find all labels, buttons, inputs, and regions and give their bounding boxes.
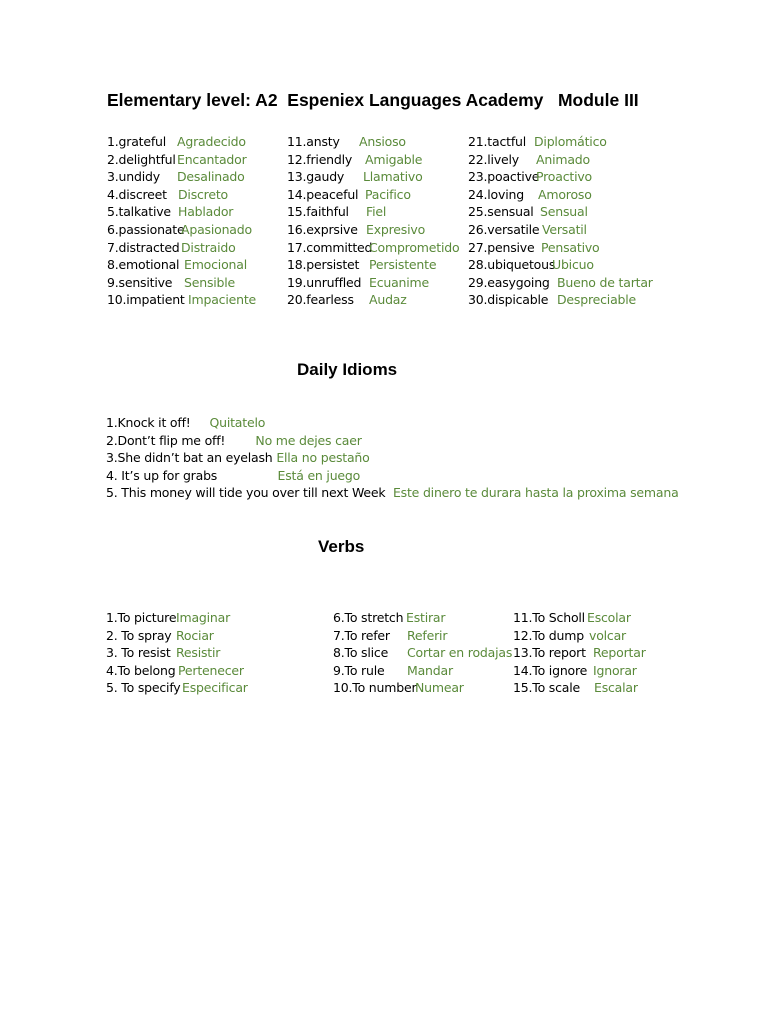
english-word: 30.dispicable <box>468 292 549 308</box>
spanish-translation: Impaciente <box>188 292 257 308</box>
list-item <box>287 256 467 274</box>
spanish-translation: Diplomático <box>534 134 607 149</box>
spanish-translation: Proactivo <box>536 169 592 185</box>
idiom-item <box>106 414 706 432</box>
idioms-heading: Daily Idioms <box>297 360 398 379</box>
english-word: 6.passionate <box>107 221 185 237</box>
list-item <box>468 274 668 292</box>
list-item <box>333 609 513 627</box>
list-item <box>513 609 673 627</box>
spanish-translation: Distraido <box>181 239 236 255</box>
list-item <box>107 256 277 274</box>
spanish-translation: Desalinado <box>177 169 245 185</box>
idiom-english: 4. It’s up for grabs <box>106 467 218 483</box>
english-word: 2.delightful <box>107 151 176 167</box>
spanish-translation: Discreto <box>178 186 228 202</box>
english-word: 11.ansty <box>287 134 340 149</box>
spanish-translation: Estirar <box>406 610 446 625</box>
list-item <box>333 644 513 662</box>
english-word: 13.gaudy <box>287 169 345 185</box>
english-word: 1.To picture <box>106 610 177 625</box>
list-item <box>287 274 467 292</box>
spanish-translation: Despreciable <box>557 292 637 308</box>
english-word: 23.poactive <box>468 169 540 185</box>
spanish-translation: Ecuanime <box>369 274 430 290</box>
english-word: 8.emotional <box>107 257 180 273</box>
english-word: 12.friendly <box>287 151 353 167</box>
list-item <box>468 221 668 239</box>
spanish-translation: Reportar <box>593 645 646 661</box>
idiom-spanish: Este dinero te durara hasta la proxima semana <box>392 485 679 501</box>
english-word: 19.unruffled <box>287 274 362 290</box>
spanish-translation: Agradecido <box>177 134 246 149</box>
spanish-translation: Llamativo <box>363 169 423 185</box>
list-item <box>287 133 467 151</box>
spanish-translation: Imaginar <box>176 610 231 625</box>
list-item <box>513 627 673 645</box>
spanish-translation: volcar <box>589 627 626 643</box>
english-word: 6.To stretch <box>333 610 404 625</box>
idioms-list <box>106 414 706 502</box>
english-word: 4.To belong <box>106 662 176 678</box>
page-title: Elementary level: A2 Espeniex Languages Academy Module III <box>107 90 639 110</box>
spanish-translation: Fiel <box>366 204 387 220</box>
list-item <box>107 221 277 239</box>
english-word: 7.To refer <box>333 627 390 643</box>
english-word: 5.talkative <box>107 204 171 220</box>
spanish-translation: Cortar en rodajas <box>407 645 513 661</box>
english-word: 28.ubiquetous <box>468 257 556 273</box>
english-word: 29.easygoing <box>468 274 550 290</box>
idiom-item <box>106 484 706 502</box>
spanish-translation: Expresivo <box>366 221 426 237</box>
list-item <box>287 291 467 309</box>
list-item <box>333 662 513 680</box>
list-item <box>107 203 277 221</box>
list-item <box>468 151 668 169</box>
list-item <box>107 186 277 204</box>
idiom-item <box>106 432 706 450</box>
spanish-translation: Versatil <box>542 221 587 237</box>
idiom-item <box>106 449 706 467</box>
idiom-english: 2.Dont’t flip me off! <box>106 432 226 448</box>
english-word: 8.To slice <box>333 645 389 661</box>
list-item <box>106 679 306 697</box>
list-item <box>513 679 673 697</box>
english-word: 27.pensive <box>468 239 535 255</box>
list-item <box>333 627 513 645</box>
idiom-spanish: Está en juego <box>277 467 361 483</box>
spanish-translation: Animado <box>536 151 590 167</box>
english-word: 17.committed <box>287 239 373 255</box>
list-item <box>468 203 668 221</box>
spanish-translation: Resistir <box>176 645 221 661</box>
english-word: 11.To Scholl <box>513 610 585 625</box>
list-item <box>287 168 467 186</box>
list-item <box>106 609 306 627</box>
list-item <box>468 168 668 186</box>
list-item <box>468 133 668 151</box>
spanish-translation: Numear <box>415 680 464 696</box>
list-item <box>468 256 668 274</box>
vocabulary-column-2 <box>287 133 467 309</box>
spanish-translation: Comprometido <box>369 239 460 255</box>
english-word: 10.impatient <box>107 292 185 308</box>
english-word: 13.To report <box>513 645 586 661</box>
list-item <box>287 151 467 169</box>
idiom-item <box>106 467 706 485</box>
spanish-translation: Escalar <box>594 680 638 696</box>
list-item <box>287 186 467 204</box>
verbs-column-3 <box>513 609 673 697</box>
english-word: 21.tactful <box>468 134 527 149</box>
list-item <box>107 274 277 292</box>
english-word: 1.grateful <box>107 134 167 149</box>
list-item <box>468 186 668 204</box>
idiom-spanish: No me dejes caer <box>255 432 362 448</box>
vocabulary-column-1 <box>107 133 277 309</box>
spacer <box>385 485 393 500</box>
list-item <box>287 239 467 257</box>
spanish-translation: Mandar <box>407 662 453 678</box>
english-word: 12.To dump <box>513 627 584 643</box>
spanish-translation: Rociar <box>176 627 214 643</box>
spanish-translation: Audaz <box>369 292 407 308</box>
english-word: 18.persistet <box>287 257 360 273</box>
idiom-spanish: Ella no pestaño <box>276 450 370 466</box>
english-word: 25.sensual <box>468 204 534 220</box>
spanish-translation: Emocional <box>184 257 247 273</box>
english-word: 5. To specify <box>106 680 181 696</box>
english-word: 20.fearless <box>287 292 354 308</box>
spanish-translation: Sensual <box>540 204 588 220</box>
list-item <box>107 133 277 151</box>
spanish-translation: Bueno de tartar <box>557 274 653 290</box>
english-word: 7.distracted <box>107 239 180 255</box>
english-word: 15.faithful <box>287 204 349 220</box>
spanish-translation: Pertenecer <box>178 662 244 678</box>
list-item <box>107 168 277 186</box>
spanish-translation: Ignorar <box>593 662 637 678</box>
spanish-translation: Ansioso <box>359 134 406 149</box>
spanish-translation: Especificar <box>182 680 248 696</box>
english-word: 14.peaceful <box>287 186 359 202</box>
spanish-translation: Amoroso <box>538 186 592 202</box>
english-word: 22.lively <box>468 151 519 167</box>
list-item <box>107 151 277 169</box>
idiom-english: 5. This money will tide you over till next Week <box>106 485 386 501</box>
list-item <box>106 644 306 662</box>
list-item <box>106 662 306 680</box>
english-word: 4.discreet <box>107 186 167 202</box>
english-word: 24.loving <box>468 186 524 202</box>
list-item <box>107 291 277 309</box>
idiom-english: 1.Knock it off! <box>106 415 191 430</box>
list-item <box>107 239 277 257</box>
spacer <box>191 415 210 430</box>
spanish-translation: Pacifico <box>365 186 411 202</box>
list-item <box>106 627 306 645</box>
list-item <box>468 291 668 309</box>
spanish-translation: Encantador <box>177 151 247 167</box>
vocabulary-column-3 <box>468 133 668 309</box>
english-word: 3.undidy <box>107 169 160 185</box>
list-item <box>468 239 668 257</box>
spanish-translation: Referir <box>407 627 448 643</box>
spacer <box>217 468 277 483</box>
list-item <box>333 679 513 697</box>
english-word: 16.exprsive <box>287 221 358 237</box>
spanish-translation: Ubicuo <box>552 257 594 273</box>
spanish-translation: Amigable <box>365 151 423 167</box>
english-word: 15.To scale <box>513 680 581 696</box>
spanish-translation: Persistente <box>369 257 437 273</box>
english-word: 9.sensitive <box>107 274 173 290</box>
verbs-heading: Verbs <box>318 537 365 556</box>
spanish-translation: Escolar <box>587 610 631 625</box>
english-word: 9.To rule <box>333 662 385 678</box>
spanish-translation: Pensativo <box>541 239 600 255</box>
spacer <box>225 433 255 448</box>
list-item <box>287 203 467 221</box>
english-word: 26.versatile <box>468 221 540 237</box>
english-word: 2. To spray <box>106 627 172 643</box>
list-item <box>513 662 673 680</box>
verbs-column-2 <box>333 609 513 697</box>
verbs-column-1 <box>106 609 306 697</box>
spanish-translation: Apasionado <box>181 221 252 237</box>
english-word: 10.To number <box>333 680 417 696</box>
idiom-english: 3.She didn’t bat an eyelash <box>106 450 273 466</box>
list-item <box>287 221 467 239</box>
spanish-translation: Sensible <box>184 274 236 290</box>
list-item <box>513 644 673 662</box>
idiom-spanish: Quitatelo <box>209 415 266 430</box>
english-word: 14.To ignore <box>513 662 588 678</box>
spanish-translation: Hablador <box>178 204 234 220</box>
english-word: 3. To resist <box>106 645 171 661</box>
